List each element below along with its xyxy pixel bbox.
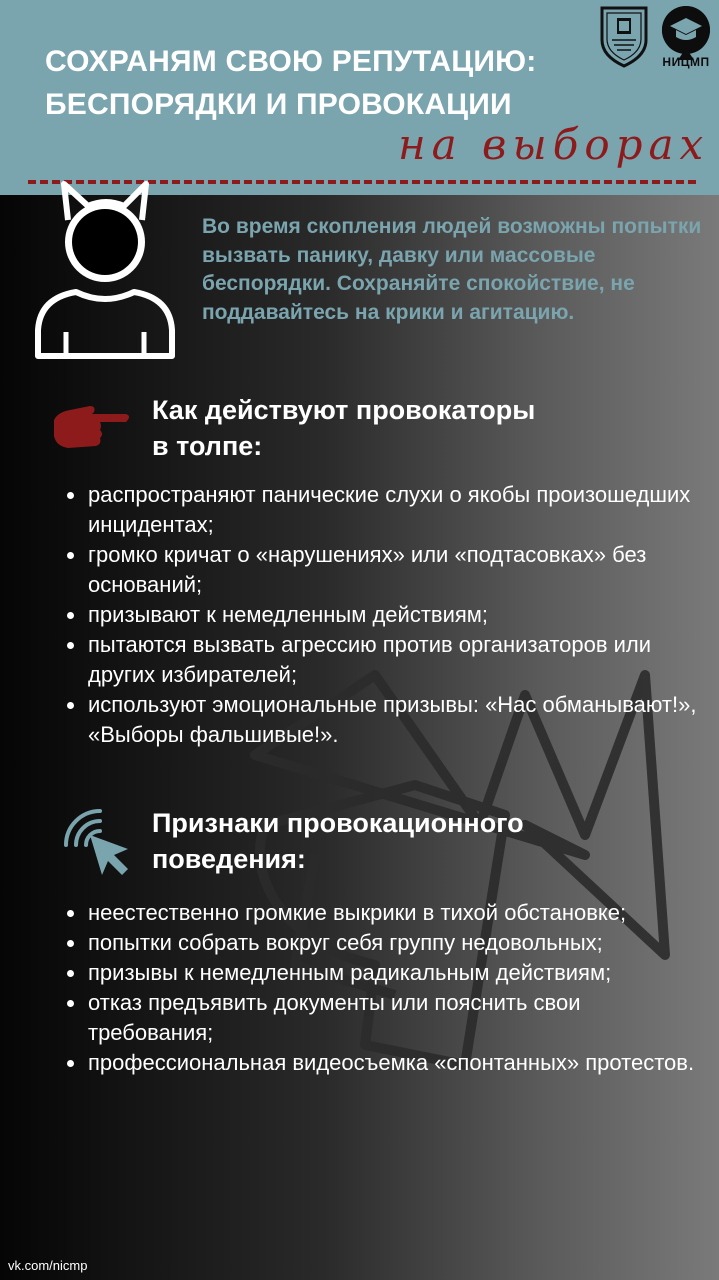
list-item: неестественно громкие выкрики в тихой обстановке; [62, 898, 702, 928]
script-subtitle: на выборах [398, 120, 710, 169]
masked-person-icon [30, 180, 180, 360]
section1-list [62, 480, 702, 750]
cursor-click-icon [60, 805, 132, 877]
list-item: громко кричат о «нарушениях» или «подтасовках» без оснований; [62, 540, 702, 600]
pointing-hand-icon [50, 400, 132, 452]
header-banner [0, 0, 719, 195]
list-item: отказ предъявить документы или пояснить свои требования; [62, 988, 702, 1048]
list-item: пытаются вызвать агрессию против организаторов или других избирателей; [62, 630, 702, 690]
list-item: попытки собрать вокруг себя группу недовольных; [62, 928, 702, 958]
footer-link[interactable]: vk.com/nicmp [8, 1258, 88, 1273]
section2-list [62, 898, 702, 1078]
list-item: призывы к немедленным радикальным действиям; [62, 958, 702, 988]
shield-emblem-icon [598, 4, 650, 68]
list-item: профессиональная видеосъемка «спонтанных» протестов. [62, 1048, 702, 1078]
section1-heading: Как действуют провокаторы в толпе: [152, 395, 536, 461]
logo-text: НИЦМП [662, 55, 710, 69]
list-item: призывают к немедленным действиям; [62, 600, 702, 630]
list-item: распространяют панические слухи о якобы произошедших инцидентах; [62, 480, 702, 540]
page-title: СОХРАНЯМ СВОЮ РЕПУТАЦИЮ: БЕСПОРЯДКИ И ПРОВОКАЦИИ [45, 45, 537, 121]
section2-heading: Признаки провокационного поведения: [152, 808, 524, 874]
intro-text: Во время скопления людей возможны попытки вызвать панику, давку или массовые беспорядки. Сохраняйте спокойствие, не поддавайтесь на крики и агитацию. [202, 215, 702, 324]
list-item: используют эмоциональные призывы: «Нас обманывают!», «Выборы фальшивые!». [62, 690, 702, 750]
